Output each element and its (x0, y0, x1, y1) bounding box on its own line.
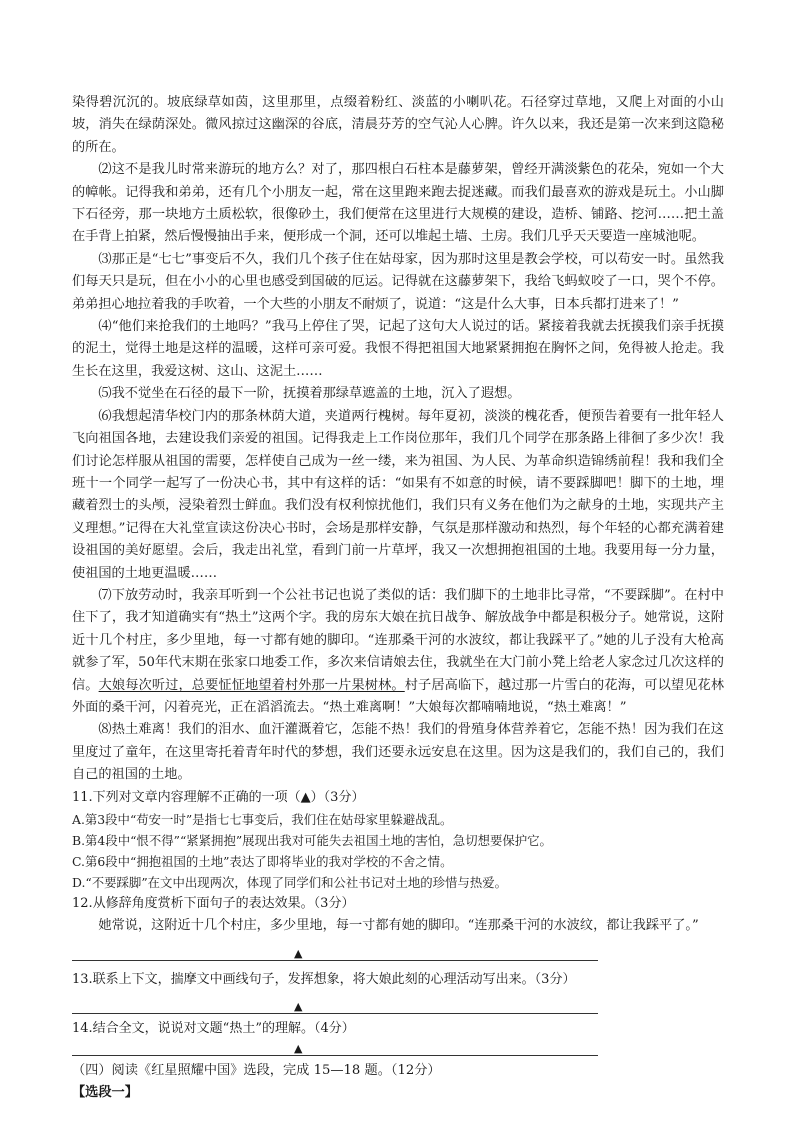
question-14: 14.结合全文，说说对文题“热土”的理解。（4分） (72, 1021, 355, 1037)
passage-paragraph-4: ⑷“他们来抢我们的土地吗？”我马上停住了哭，记起了这句大人说过的话。紧接着我就去抚摸我们亲手抚摸的泥土，觉得土地是这样的温暖，这样可亲可爱。我恨不得把祖国大地紧紧拥抱在胸怀之间，免得被人抢走。我生长在这里，我爱这树、这山、这泥土…… (72, 319, 724, 379)
passage-intro: 染得碧沉沉的。坡底绿草如茵，这里那里，点缀着粉红、淡蓝的小喇叭花。石径穿过草地，又爬上对面的小山坡，消失在绿荫深处。微风掠过这幽深的谷底，清晨芬芳的空气沁人心脾。许久以来，我还是第一次来到这隐秘的所在。 (72, 95, 724, 155)
answer-marker: ▲ (294, 1041, 303, 1055)
answer-marker: ▲ (294, 1000, 303, 1014)
question-12: 12.从修辞角度赏析下面句子的表达效果。（3分） (72, 896, 355, 911)
passage-paragraph-6: ⑹我想起清华校门内的那条林荫大道，夹道两行槐树。每年夏初，淡淡的槐花香，便预告着要有一批年轻人飞向祖国各地，去建设我们亲爱的祖国。记得我走上工作岗位那年，我们几个同学在那条路上徘徊了多少次！我们讨论怎样服从祖国的需要，怎样使自己成为一丝一缕，来为祖国、为人民、为革命织造锦绣前程！我和我们全班十一个同学一起写了一份决心书，其中有这样的话：“如果有不如意的时候，请不要踩脚吧！脚下的土地，埋藏着烈士的头颅，浸染着烈士鲜血。我们没有权利惊扰他们，我们只有义务在他们为之献身的土地，实现共产主义理想。”记得在大礼堂宣读这份决心书时，会场是那样安静，气氛是那样激动和热烈，每个年轻的心都充满着建设祖国的美好愿望。会后，我走出礼堂，看到门前一片草坪，我又一次想拥抱祖国的土地。我要用每一分力量，使祖国的土地更温暖…… (72, 408, 724, 581)
passage-paragraph-8: ⑻热土难离！我们的泪水、血汗灌溉着它，怎能不热！我们的骨殖身体营养着它，怎能不热！因为我们在这里度过了童年，在这里寄托着青年时代的梦想，我们还要永远安息在这里。因为这是我们的，我们自己的，我们自己的祖国的土地。 (72, 722, 724, 783)
question-11: 11.下列对文章内容理解不正确的一项（▲）（3分） (72, 789, 365, 805)
selection-one-heading: 【选段一】 (72, 1085, 138, 1101)
section-four-heading: （四）阅读《红星照耀中国》选段，完成 15—18 题。（12分） (72, 1062, 441, 1078)
question-11-option-b: B.第4段中“恨不得”“紧紧拥抱”展现出我对可能失去祖国土地的害怕，急切想要保护它。 (72, 833, 552, 848)
question-11-option-d: D.“不要踩脚”在文中出现两次，体现了同学们和公社书记对土地的珍惜与热爱。 (72, 875, 507, 890)
passage-paragraph-2: ⑵这不是我儿时常来游玩的地方么？对了，那四根白石柱本是藤萝架，曾经开满淡紫色的花朵，宛如一个大的幛帐。记得我和弟弟，还有几个小朋友一起，常在这里跑来跑去捉迷藏。而我们最喜欢的游戏是玩土。小山脚下石径旁，那一块地方土质松软，很像砂土，我们便常在这里进行大规模的建设，造桥、铺路、挖河……把土盖在手背上拍紧，然后慢慢抽出手来，便形成一个洞，还可以堆起土墙、土房。我们几乎天天要造一座城池呢。 (72, 162, 724, 245)
paragraph-7-text-a: ⑺下放劳动时，我亲耳听到一个公社书记也说了类似的话：我们脚下的土地非比寻常，“不要踩脚”。在村中住下了，我才知道确实有“热土”这两个字。我的房东大娘在抗日战争、解放战争中都是积极分子。她常说，这附近十几个村庄，多少里地，每一寸都有她的脚印。“连那桑干河的水波纹，都让我踩平了。”她的儿子没有大枪高就参了军，50年代末期在张家口地委工作，多次来信请娘去住，我就坐在大门前小凳上给老人家念过几次这样的信。 (72, 587, 724, 693)
underlined-sentence: 大娘每次听过，总要怔怔地望着村外那一片果树林。 (98, 677, 405, 693)
question-11-option-a: A.第3段中“苟安一时”是指七七事变后，我们住在姑母家里躲避战乱。 (72, 812, 453, 827)
paragraph-7-text-b: 村子居高临下，越过那一片雪白的花海，可以望见花林外面的桑干河，闪着亮光，正在滔滔流去。“热土难离啊！”大娘每次都喃喃地说，“热土难离！” (72, 677, 725, 715)
exam-page (72, 92, 724, 1104)
answer-line-14[interactable] (72, 1041, 598, 1056)
answer-marker: ▲ (294, 946, 303, 960)
passage-paragraph-7 (72, 585, 724, 719)
question-12-sentence: 她常说，这附近十几个村庄，多少里地，每一寸都有她的脚印。“连那桑干河的水波纹，都让我踩平了。” (98, 918, 699, 934)
question-13: 13.联系上下文，揣摩文中画线句子，发挥想象，将大娘此刻的心理活动写出来。（3分） (72, 971, 576, 987)
question-11-option-c: C.第6段中“拥抱祖国的土地”表达了即将毕业的我对学校的不舍之情。 (72, 854, 453, 869)
passage-paragraph-5: ⑸我不觉坐在石径的最下一阶，抚摸着那绿草遮盖的土地，沉入了遐想。 (98, 386, 521, 402)
answer-line-12[interactable] (72, 938, 598, 961)
passage-paragraph-3: ⑶那正是“七七”事变后不久，我们几个孩子住在姑母家，因为那时这里是教会学校，可以苟安一时。虽然我们每天只是玩，但在小小的心里也感受到国破的厄运。记得就在这藤萝架下，我给飞蚂蚁咬了一口，哭个不停。弟弟担心地拉着我的手吹着，一个大些的小朋友不耐烦了，说道：“这是什么大事，日本兵都打进来了！” (72, 251, 724, 312)
answer-line-13[interactable] (72, 991, 598, 1014)
